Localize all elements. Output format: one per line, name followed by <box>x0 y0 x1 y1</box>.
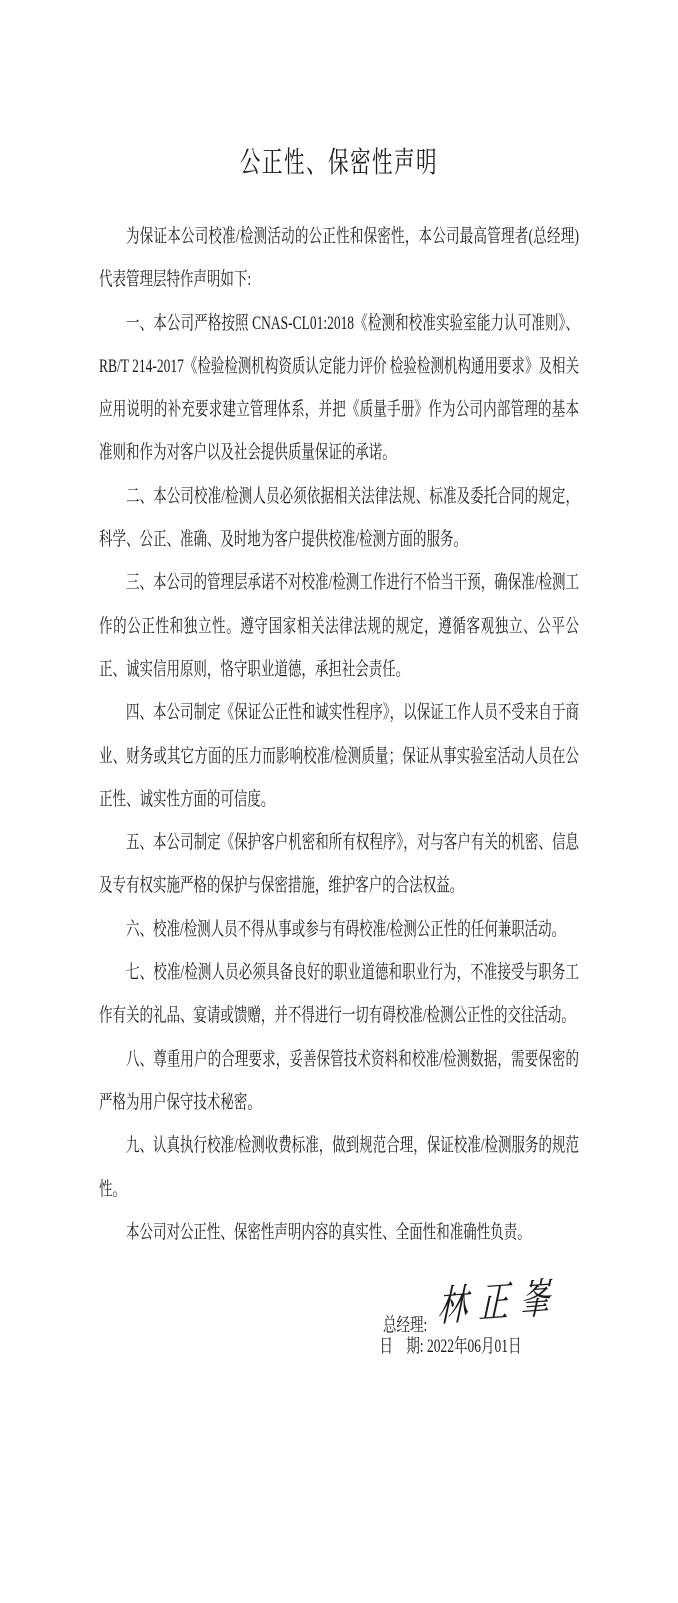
document-content <box>99 146 579 1362</box>
paragraph: 二、本公司校准/检测人员必须依据相关法律法规、标准及委托合同的规定，科学、公正、准确、及时地为客户提供校准/检测方面的服务。 <box>99 485 579 551</box>
date-label: 日 期: <box>379 1336 424 1358</box>
handwritten-signature: 林正峯 <box>437 1275 563 1332</box>
paragraph: 四、本公司制定《保证公正性和诚实性程序》，以保证工作人员不受来自于商业、财务或其它方面的压力而影响校准/检测质量；保证从事实验室活动人员在公正性、诚实性方面的可信度。 <box>99 702 579 810</box>
document-title: 公正性、保密性声明 <box>239 147 439 179</box>
date-value: 2022年06月01日 <box>427 1336 522 1358</box>
paragraph: 五、本公司制定《保护客户机密和所有权程序》，对与客户有关的机密、信息及专有权实施严格的保护与保密措施，维护客户的合法权益。 <box>99 832 579 897</box>
paragraph: 七、校准/检测人员必须具备良好的职业道德和职业行为，不准接受与职务工作有关的礼品、宴请或馈赠，并不得进行一切有碍校准/检测公正性的交往活动。 <box>99 962 579 1027</box>
signer-role-label: 总经理: <box>383 1315 428 1337</box>
paragraph: 本公司对公正性、保密性声明内容的真实性、全面性和准确性负责。 <box>125 1221 531 1243</box>
paragraph: 一、本公司严格按照 CNAS-CL01:2018《检测和校准实验室能力认可准则》、RB/T 214-2017《检验检测机构资质认定能力评价 检验检测机构通用要求》及相关应用说明的补充要求建立管理体系，并把《质量手册》作为公司内部管理的基本准则和作为对客户以及社会提供质量保证的承诺。 <box>99 312 579 464</box>
paragraph: 三、本公司的管理层承诺不对校准/检测工作进行不恰当干预，确保准/检测工作的公正性和独立性。遵守国家相关法律法规的规定，遵循客观独立、公平公正、诚实信用原则，恪守职业道德，承担社会责任。 <box>99 572 579 680</box>
paragraph: 为保证本公司校准/检测活动的公正性和保密性，本公司最高管理者(总经理)代表管理层特作声明如下: <box>99 226 579 291</box>
paragraph-list <box>99 215 579 1254</box>
paragraph: 九、认真执行校准/检测收费标准，做到规范合理，保证校准/检测服务的规范性。 <box>99 1135 579 1200</box>
signature-block <box>99 1275 579 1362</box>
paragraph: 八、尊重用户的合理要求，妥善保管技术资料和校准/检测数据，需要保密的严格为用户保守技术秘密。 <box>99 1048 579 1113</box>
paragraph: 六、校准/检测人员不得从事或参与有碍校准/检测公正性的任何兼职活动。 <box>125 918 566 940</box>
signer-row <box>383 1275 579 1337</box>
date-row <box>379 1331 579 1362</box>
